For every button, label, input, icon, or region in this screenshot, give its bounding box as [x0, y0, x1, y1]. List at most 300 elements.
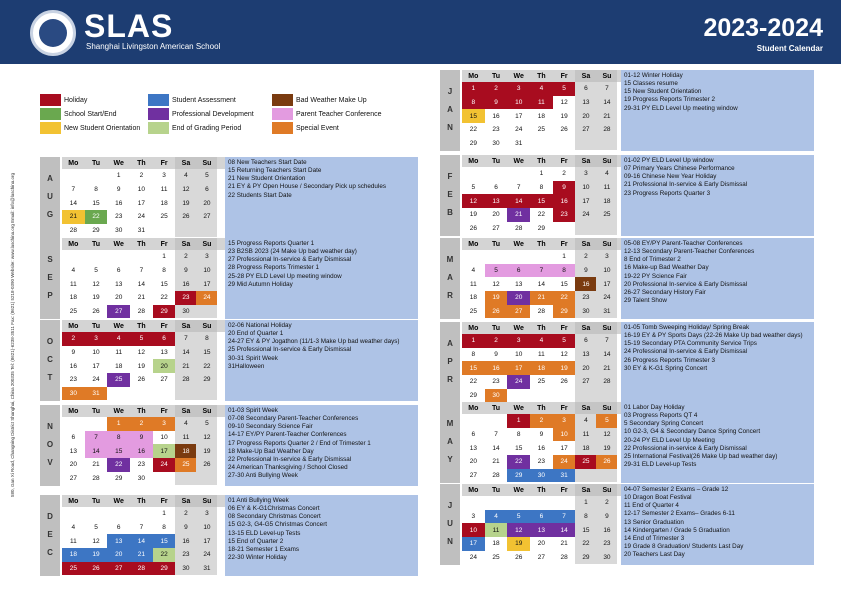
legend-label: Professional Development	[172, 110, 254, 118]
week-row	[62, 534, 250, 548]
legend-label: Parent Teacher Conference	[296, 110, 382, 118]
day-cell: 5	[507, 510, 530, 524]
day-cell	[196, 224, 217, 238]
day-cell: 18	[537, 112, 546, 120]
day-cell: 17	[575, 194, 596, 208]
day-cell: 24	[92, 376, 100, 384]
day-cell: 4	[530, 334, 553, 348]
day-cell	[462, 167, 485, 181]
day-cell: 14	[130, 534, 153, 548]
note-line: 15 G2-3, G4-G5 Christmas Concert	[228, 521, 328, 529]
month-letter: G	[46, 210, 54, 220]
day-cell: 26	[560, 378, 568, 386]
weekday-label: We	[113, 322, 124, 330]
day-cell: 17	[137, 199, 146, 207]
month-letter: D	[47, 512, 53, 522]
week-row	[62, 359, 250, 373]
month-letter: U	[47, 192, 53, 202]
day-cell: 26	[596, 455, 617, 469]
day-cell: 24	[515, 126, 523, 134]
day-cell: 17	[507, 361, 530, 375]
day-cell: 24	[137, 213, 146, 221]
day-cell: 7	[530, 264, 553, 278]
weekday-label: Mo	[68, 407, 79, 415]
day-cell: 12	[92, 537, 100, 545]
day-cell: 3	[507, 334, 530, 348]
day-cell	[153, 387, 176, 401]
day-cell: 31	[196, 562, 217, 576]
day-cell: 8	[471, 351, 476, 359]
weekday-label: Su	[196, 320, 217, 332]
day-cell: 28	[175, 373, 196, 387]
legend-item	[40, 94, 87, 106]
day-cell: 30	[175, 562, 196, 576]
day-cell: 8	[162, 267, 166, 275]
day-cell: 15	[462, 361, 485, 375]
day-cell: 10	[553, 428, 576, 442]
day-cell: 12	[462, 194, 485, 208]
day-cell: 1	[507, 414, 530, 428]
day-cell: 25	[62, 562, 85, 576]
day-cell: 15	[196, 346, 217, 360]
note-line: 24-27 EY & PY Jogathon (11/1-3 Make Up bad weather days)	[228, 338, 400, 346]
day-cell: 29	[92, 227, 100, 235]
day-cell: 13	[575, 348, 596, 362]
month-label	[40, 157, 60, 238]
note-line: 28 Progress Reports Trimester 1	[228, 264, 319, 272]
day-cell: 29	[153, 562, 176, 576]
day-cell: 5	[94, 267, 98, 275]
day-cell: 4	[71, 267, 76, 275]
legend-label: Special Event	[296, 124, 339, 132]
day-cell: 7	[85, 431, 108, 445]
week-row	[62, 458, 250, 472]
month-block	[440, 322, 650, 403]
day-cell	[553, 222, 576, 236]
day-cell: 17	[153, 444, 176, 458]
day-cell: 13	[160, 349, 168, 357]
day-cell: 10	[92, 349, 100, 357]
day-cell	[130, 250, 153, 264]
day-cell: 7	[175, 332, 196, 346]
day-cell: 18	[575, 441, 596, 455]
day-cell: 15	[530, 194, 553, 208]
day-cell	[175, 387, 196, 401]
note-line: 24 Professional In-service & Early Dismissal	[624, 348, 748, 356]
month-notes	[621, 322, 814, 403]
day-cell: 13	[115, 280, 123, 288]
note-line: 22 Professional in-service & Early Dismissal	[624, 444, 747, 452]
note-line: 27-30 Anti Bullying Week	[228, 472, 298, 480]
day-cell: 9	[539, 431, 544, 439]
legend-swatch	[148, 122, 169, 134]
day-cell: 23	[69, 376, 77, 384]
day-cell: 11	[69, 280, 77, 288]
day-cell	[85, 507, 108, 521]
day-cell: 6	[575, 82, 596, 96]
day-cell: 24	[507, 375, 530, 389]
month-notes	[621, 402, 814, 483]
day-cell: 11	[596, 181, 617, 195]
day-cell: 5	[553, 82, 576, 96]
note-line: 08 New Teachers Start Date	[228, 159, 307, 166]
day-cell: 27	[107, 305, 130, 319]
note-line: 8 End of Trimester 2	[624, 256, 681, 264]
day-cell: 1	[107, 417, 130, 431]
weekday-label: We	[113, 159, 124, 167]
weekday-label: Fr	[160, 497, 168, 505]
note-line: 20-24 PY ELD Level Up Meeting	[624, 436, 715, 444]
note-line: 06 EY & K-G1Christmas Concert	[228, 505, 320, 513]
month-label	[440, 484, 460, 565]
weekday-label: Mo	[468, 157, 479, 165]
day-cell: 18	[69, 294, 77, 302]
month-letter: F	[447, 172, 453, 182]
day-cell: 3	[507, 82, 530, 96]
day-cell	[530, 496, 553, 510]
legend-item	[40, 122, 140, 134]
note-line: 11 End of Quarter 4	[624, 502, 679, 510]
month-block	[40, 157, 250, 238]
weekday-label: Fr	[560, 324, 568, 332]
note-line: 22 Professional In-service & Early Dismissal	[228, 455, 352, 463]
day-cell: 19	[92, 294, 100, 302]
month-letter: A	[447, 273, 453, 283]
day-cell: 11	[69, 537, 77, 545]
week-row	[62, 264, 250, 278]
weekday-label: Sa	[575, 155, 596, 167]
weekday-label: We	[513, 324, 524, 332]
day-cell: 3	[596, 250, 617, 264]
day-cell: 28	[560, 554, 568, 562]
weekday-header	[62, 495, 250, 507]
month-letter: M	[446, 419, 454, 429]
weekday-label: We	[513, 157, 524, 165]
weekday-label: Mo	[68, 497, 79, 505]
day-cell: 17	[560, 444, 568, 452]
day-cell: 7	[596, 334, 617, 348]
weekday-header	[62, 320, 250, 332]
day-cell	[153, 472, 176, 486]
day-cell: 28	[137, 308, 146, 316]
month-label	[440, 322, 460, 403]
month-block	[40, 320, 250, 401]
day-cell: 20	[575, 109, 596, 123]
day-cell: 16	[69, 362, 77, 370]
day-cell: 21	[596, 361, 617, 375]
day-cell: 19	[596, 441, 617, 455]
day-cell: 30	[115, 227, 123, 235]
note-line: 16 Make-up Bad Weather Day	[624, 264, 709, 272]
day-cell	[596, 389, 617, 403]
day-cell: 22	[575, 537, 596, 551]
day-cell	[596, 222, 617, 236]
month-letter: J	[447, 501, 453, 511]
weekday-label: Th	[537, 157, 546, 165]
note-line: 20 Teachers Last Day	[624, 551, 685, 559]
day-cell: 10	[196, 264, 217, 278]
note-line: 30 EY & K-G1 Spring Concert	[624, 364, 708, 372]
week-row	[62, 183, 250, 197]
month-block	[440, 238, 650, 319]
month-label	[40, 495, 60, 576]
day-cell	[575, 137, 596, 151]
day-cell: 28	[596, 375, 617, 389]
day-cell: 2	[130, 417, 153, 431]
day-cell: 13	[485, 194, 508, 208]
note-line: 29-31 PY ELD Level Up meeting window	[624, 104, 738, 112]
day-cell: 23	[537, 458, 546, 466]
month-letter: R	[447, 375, 453, 385]
day-cell: 3	[85, 332, 108, 346]
day-cell: 15	[462, 109, 485, 123]
day-cell	[175, 472, 196, 486]
day-cell: 7	[71, 186, 76, 194]
weekday-label: Fr	[560, 240, 568, 248]
note-line: 14 Kindergarten / Grade 5 Graduation	[624, 526, 730, 534]
day-cell: 23	[175, 291, 196, 305]
day-cell: 21	[175, 359, 196, 373]
day-cell	[530, 250, 553, 264]
day-cell: 27	[69, 475, 77, 483]
day-cell: 1	[562, 253, 566, 261]
day-cell: 29	[469, 140, 477, 148]
day-cell: 21	[507, 208, 530, 222]
day-cell: 13	[69, 447, 77, 455]
day-cell: 9	[485, 96, 508, 110]
day-cell: 3	[196, 250, 217, 264]
day-cell: 28	[130, 562, 153, 576]
weekday-label: Th	[537, 404, 546, 412]
day-cell: 25	[537, 378, 546, 386]
weekday-label: Mo	[468, 72, 479, 80]
day-cell: 21	[596, 109, 617, 123]
school-name: Shanghai Livingston American School	[86, 42, 221, 51]
note-line: 15 Classes resume	[624, 80, 678, 88]
note-line: 15 Progress Reports Quarter 1	[228, 240, 315, 247]
weekday-label: Mo	[468, 404, 479, 412]
day-cell: 29	[153, 305, 176, 319]
weekday-label: Mo	[68, 240, 79, 248]
day-cell: 12	[560, 99, 568, 107]
day-cell: 21	[130, 548, 153, 562]
day-cell: 21	[492, 458, 500, 466]
day-cell: 27	[507, 305, 530, 319]
note-line: 29 Talent Show	[624, 297, 667, 305]
day-cell	[485, 414, 508, 428]
day-cell: 30	[575, 305, 596, 319]
day-cell: 6	[507, 264, 530, 278]
weekday-label: Su	[596, 322, 617, 334]
weekday-header	[62, 157, 250, 169]
weekday-label: Sa	[575, 484, 596, 496]
month-letter: A	[447, 437, 453, 447]
day-cell	[85, 250, 108, 264]
day-cell: 9	[116, 186, 121, 194]
weekday-label: Su	[596, 155, 617, 167]
day-cell: 19	[485, 291, 508, 305]
day-cell	[462, 414, 485, 428]
note-line: 18-21 Semester 1 Exams	[228, 545, 300, 553]
day-cell: 21	[560, 540, 568, 548]
weekday-label: Tu	[492, 324, 501, 332]
day-cell: 25	[575, 455, 596, 469]
day-cell: 4	[530, 82, 553, 96]
month-letter: Y	[447, 455, 453, 465]
day-cell: 27	[575, 375, 596, 389]
month-block	[40, 238, 250, 319]
weekday-label: Su	[196, 238, 217, 250]
day-cell: 28	[492, 472, 500, 480]
day-cell: 16	[553, 194, 576, 208]
note-line: 21 EY & PY Open House / Secondary Pick up schedules	[228, 183, 386, 191]
month-letter: C	[47, 548, 53, 558]
note-line: 25-28 PY ELD Level Up meeting window	[228, 272, 342, 280]
day-cell	[62, 507, 85, 521]
note-line: 14 End of Trimester 3	[624, 534, 685, 542]
day-cell: 14	[69, 199, 77, 207]
week-row	[62, 548, 250, 562]
note-line: 09-16 Chinese New Year Holiday	[624, 173, 717, 181]
school-abbr: SLAS	[84, 8, 174, 44]
weekday-label: We	[513, 72, 524, 80]
day-cell: 30	[596, 551, 617, 565]
week-row	[62, 417, 250, 431]
weekday-label: Su	[596, 402, 617, 414]
note-line: 26 Progress Reports Trimester 3	[624, 356, 715, 364]
day-cell: 19	[553, 361, 576, 375]
day-cell: 27	[469, 472, 477, 480]
note-line: 07 Primary Years Chinese Performance	[624, 165, 735, 173]
day-cell: 25	[69, 308, 77, 316]
day-cell: 23	[115, 213, 123, 221]
month-letter: T	[47, 373, 53, 383]
month-letter: S	[47, 255, 53, 265]
day-cell: 7	[139, 524, 144, 532]
day-cell: 18	[492, 540, 500, 548]
day-cell: 14	[596, 96, 617, 110]
day-cell: 1	[462, 82, 485, 96]
week-row	[62, 277, 250, 291]
month-letter: M	[446, 255, 454, 265]
weekday-label: Th	[137, 497, 146, 505]
note-line: 04-07 Semester 2 Exams – Grade 12	[624, 486, 729, 493]
day-cell: 24	[196, 548, 217, 562]
day-cell: 6	[494, 184, 498, 192]
note-line: 07-08 Secondary Parent-Teacher Conferences	[228, 415, 359, 423]
month-letter: P	[447, 357, 453, 367]
day-cell: 9	[130, 431, 153, 445]
weekday-label: Sa	[175, 405, 196, 417]
note-line: 19-22 PY Science Fair	[624, 272, 687, 280]
day-cell: 3	[162, 172, 166, 180]
day-cell: 14	[85, 444, 108, 458]
day-cell: 20	[196, 196, 217, 210]
day-cell: 16	[115, 199, 123, 207]
note-line: 05-08 EY/PY Parent-Teacher Conferences	[624, 240, 743, 247]
day-cell: 26	[196, 458, 217, 472]
legend-label: Holiday	[64, 96, 88, 104]
day-cell: 1	[575, 496, 596, 510]
day-cell: 23	[492, 126, 500, 134]
month-grid	[62, 320, 250, 400]
day-cell: 20	[69, 461, 77, 469]
weekday-label: Tu	[92, 497, 101, 505]
day-cell: 4	[175, 417, 196, 431]
note-line: 10 G2-3, G4 & Secondary Dance Spring Concert	[624, 428, 761, 436]
day-cell	[196, 472, 217, 486]
day-cell: 25	[492, 554, 500, 562]
day-cell: 3	[471, 513, 476, 521]
day-cell	[62, 417, 85, 431]
month-letter: R	[447, 291, 453, 301]
day-cell: 15	[515, 444, 523, 452]
week-row	[62, 444, 250, 458]
day-cell: 18	[62, 548, 85, 562]
day-cell: 6	[153, 332, 176, 346]
month-letter: O	[46, 337, 54, 347]
weekday-label: Su	[596, 70, 617, 82]
note-line: 09-10 Secondary Science Fair	[228, 423, 313, 431]
day-cell: 26	[515, 554, 523, 562]
day-cell: 16	[537, 444, 546, 452]
day-cell: 6	[196, 183, 217, 197]
month-label	[40, 238, 60, 319]
day-cell: 27	[196, 210, 217, 224]
note-line: 30-31 Spirit Week	[228, 354, 278, 362]
weekday-label: Sa	[175, 320, 196, 332]
weekday-label: Tu	[492, 486, 501, 494]
month-letter: N	[447, 537, 453, 547]
day-cell: 22	[469, 126, 477, 134]
day-cell: 28	[537, 308, 546, 316]
day-cell: 23	[492, 378, 500, 386]
day-cell: 22	[469, 378, 477, 386]
day-cell: 5	[130, 332, 153, 346]
note-line: 22-30 Winter Holiday	[228, 554, 287, 562]
day-cell: 2	[139, 172, 144, 180]
day-cell: 23	[175, 548, 196, 562]
weekday-label: Sa	[575, 322, 596, 334]
month-letter: E	[47, 530, 53, 540]
note-line: 12-17 Semester 2 Exams– Grades 6-11	[624, 510, 735, 518]
month-label	[440, 402, 460, 483]
month-notes	[621, 484, 814, 565]
day-cell: 7	[553, 510, 576, 524]
note-line: 12-13 Secondary Parent-Teacher Conferences	[624, 248, 755, 256]
day-cell: 13	[530, 523, 553, 537]
day-cell	[485, 496, 508, 510]
day-cell: 15	[107, 444, 130, 458]
day-cell: 22	[85, 210, 108, 224]
day-cell	[575, 469, 596, 483]
day-cell: 16	[175, 534, 196, 548]
note-line: 01 Labor Day Holiday	[624, 404, 685, 411]
month-letter: E	[47, 273, 53, 283]
day-cell: 15	[92, 199, 100, 207]
note-line: 01-02 PY ELD Level Up window	[624, 157, 714, 164]
day-cell: 25	[596, 208, 617, 222]
weekday-label: We	[113, 240, 124, 248]
day-cell: 1	[162, 510, 166, 518]
day-cell: 18	[175, 444, 196, 458]
day-cell: 10	[462, 523, 485, 537]
day-cell: 31	[515, 140, 523, 148]
day-cell: 14	[596, 348, 617, 362]
note-line: 08 Secondary Christmas Concert	[228, 513, 321, 521]
day-cell: 9	[596, 510, 617, 524]
day-cell	[507, 250, 530, 264]
